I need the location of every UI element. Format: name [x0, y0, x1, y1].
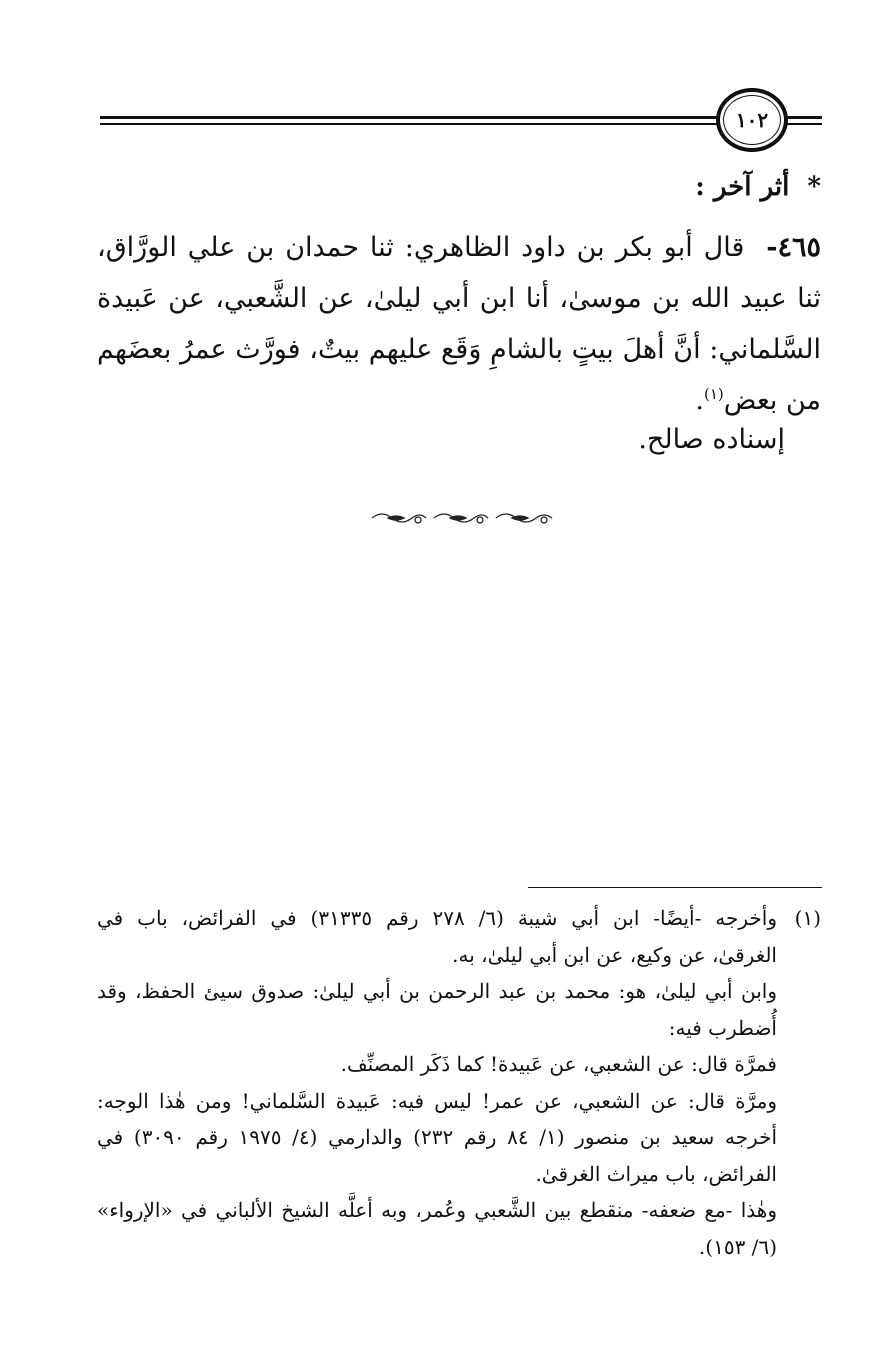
- page-number-badge: [716, 88, 788, 152]
- narration-paragraph: [97, 222, 821, 426]
- star-marker: *: [807, 172, 821, 202]
- footnote-number: (١): [794, 906, 821, 930]
- ornament-divider-icon: [368, 508, 558, 528]
- footnote-reference: (١): [704, 385, 724, 403]
- narration-text: قال أبو بكر بن داود الظاهري: ثنا حمدان بن علي الورَّاق، ثنا عبيد الله بن موسىٰ، أنا ابن أبي ليلىٰ، عن الشَّعبي، عن عَبيدة السَّلماني: أنَّ أهلَ بيتٍ بالشامِ وَقَع عليهم بيتٌ، فورَّث عمرُ بعضَهم من بعض: [97, 232, 821, 416]
- footnote-separator: [528, 887, 822, 888]
- narration-number: ٤٦٥-: [766, 232, 821, 263]
- footnote-line: أخرجه سعيد بن منصور (١/ ٨٤ رقم ٢٣٢) والدارمي (٤/ ١٩٧٥ رقم ٣٠٩٠) في: [97, 1125, 778, 1149]
- section-title: أثر آخر :: [695, 172, 790, 202]
- footnote-line: فمرَّة قال: عن الشعبي، عن عَبيدة! كما ذَكَر المصنِّف.: [340, 1052, 777, 1076]
- footnote-line: (١)وأخرجه -أيضًا- ابن أبي شيبة (٦/ ٢٧٨ رقم ٣١٣٣٥) في الفرائض، باب في: [97, 900, 821, 937]
- footnote-line: أُضطرب فيه:: [668, 1015, 777, 1040]
- section-heading: [695, 172, 821, 202]
- footnote-line: (٦/ ١٥٣).: [698, 1234, 777, 1259]
- page-number: ١٠٢: [735, 108, 769, 132]
- narration-end: .: [695, 385, 704, 416]
- footnote-line: وهٰذا -مع ضعفه- منقطع بين الشَّعبي وعُمر، وبه أعلَّه الشيخ الألباني في «الإرواء»: [97, 1198, 777, 1222]
- header-rule: [100, 116, 720, 125]
- header-rule-end: [786, 116, 822, 125]
- footnote-line: ومرَّة قال: عن الشعبي، عن عمر! ليس فيه: عَبيدة السَّلماني! ومن هٰذا الوجه:: [97, 1088, 777, 1113]
- footnote-line: الفرائض، باب ميراث الغرقىٰ.: [535, 1161, 777, 1186]
- footnote-line: وابن أبي ليلىٰ، هو: محمد بن عبد الرحمن بن أبي ليلىٰ: صدوق سيئ الحفظ، وقد: [97, 979, 777, 1003]
- footnotes: [97, 900, 821, 1265]
- isnad-grading: إسناده صالح.: [638, 424, 785, 455]
- footnote-line: الغرقىٰ، عن وكيع، عن ابن أبي ليلىٰ، به.: [452, 942, 777, 967]
